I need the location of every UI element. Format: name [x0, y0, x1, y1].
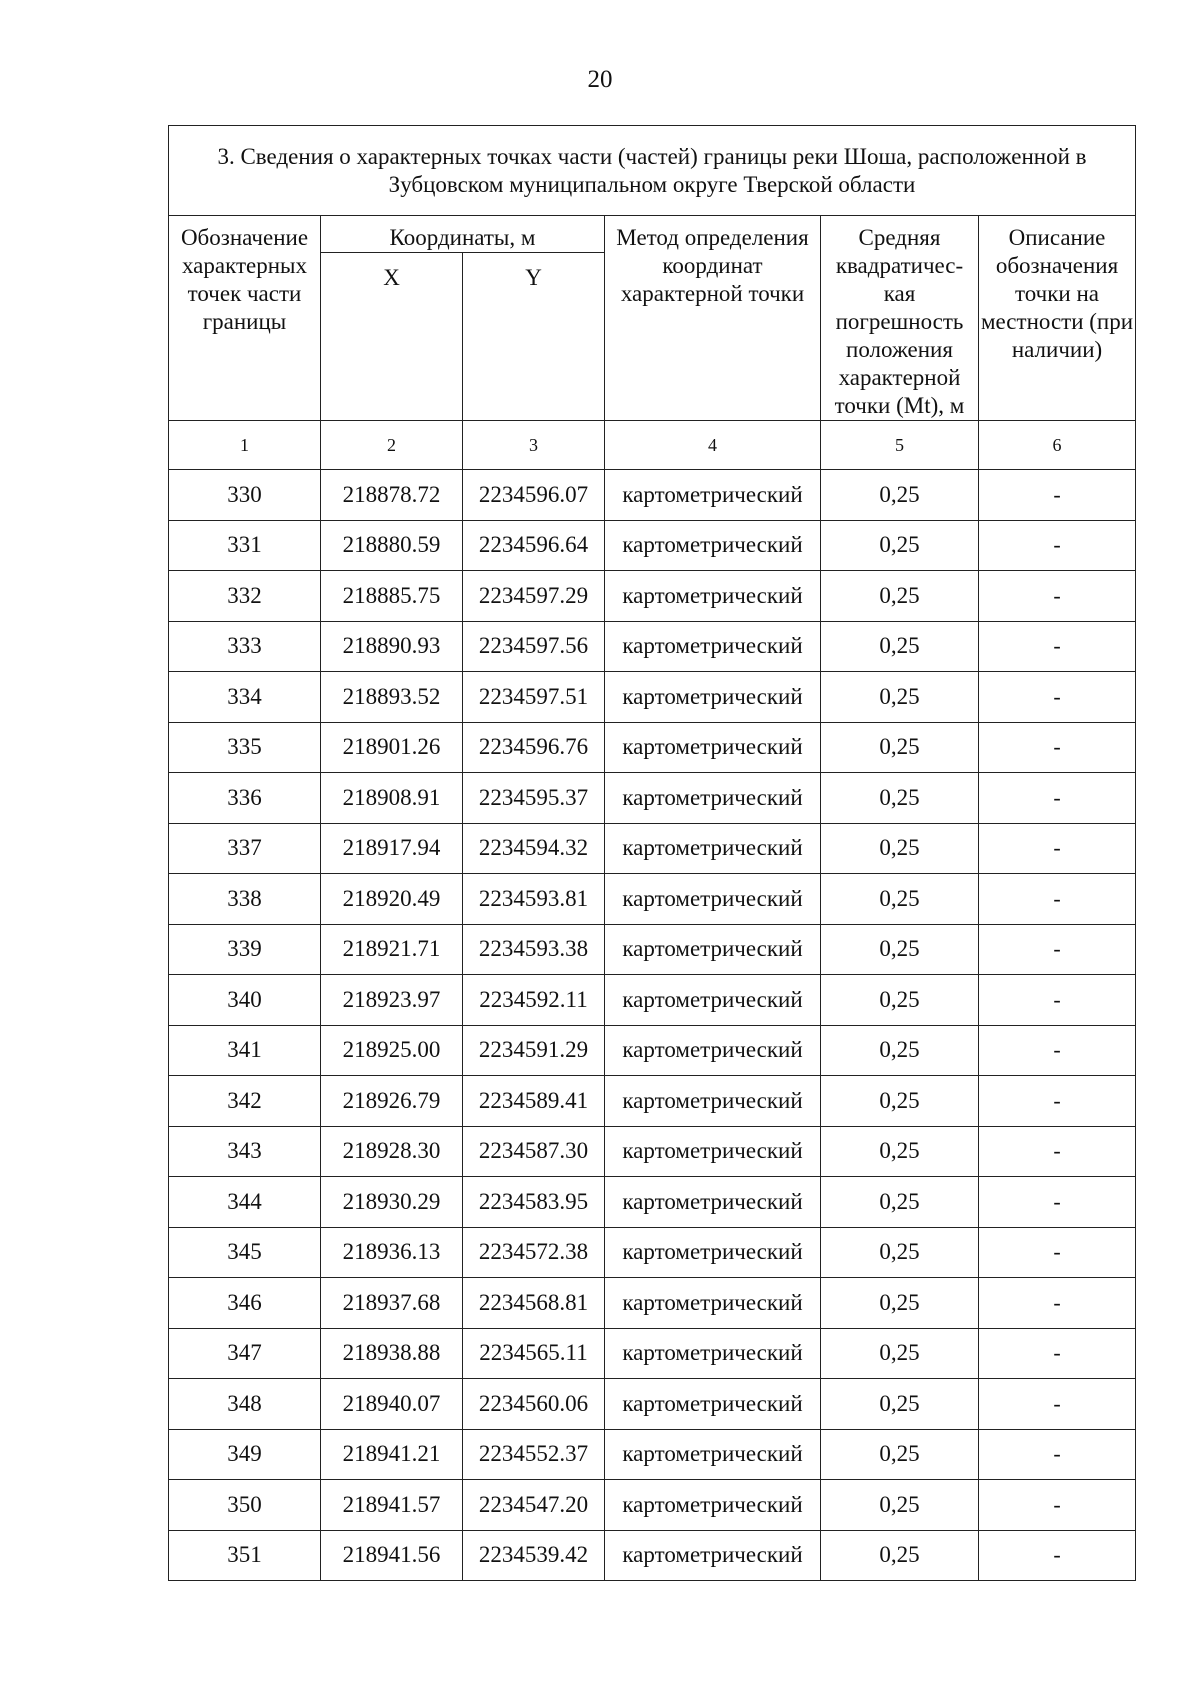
point-number-cell: 343	[169, 1126, 321, 1177]
description-cell: -	[979, 874, 1136, 925]
y-coordinate-cell: 2234568.81	[463, 1278, 605, 1329]
error-cell: 0,25	[821, 823, 979, 874]
point-number-cell: 346	[169, 1278, 321, 1329]
error-cell: 0,25	[821, 1328, 979, 1379]
x-coordinate-cell: 218878.72	[321, 470, 463, 521]
description-cell: -	[979, 1480, 1136, 1531]
header-designation: Обозначение характерных точек части границы	[169, 216, 321, 421]
description-cell: -	[979, 672, 1136, 723]
method-cell: картометрический	[605, 621, 821, 672]
table-row	[169, 924, 1136, 975]
point-number-cell: 350	[169, 1480, 321, 1531]
x-coordinate-cell: 218941.21	[321, 1429, 463, 1480]
x-coordinate-cell: 218940.07	[321, 1379, 463, 1430]
header-coordinates: Координаты, м	[321, 216, 605, 253]
table-row	[169, 1530, 1136, 1581]
y-coordinate-cell: 2234594.32	[463, 823, 605, 874]
table-row	[169, 1227, 1136, 1278]
description-cell: -	[979, 1227, 1136, 1278]
y-coordinate-cell: 2234592.11	[463, 975, 605, 1026]
table-row	[169, 1025, 1136, 1076]
method-cell: картометрический	[605, 924, 821, 975]
y-coordinate-cell: 2234597.56	[463, 621, 605, 672]
description-cell: -	[979, 1530, 1136, 1581]
table-caption: 3. Сведения о характерных точках части (частей) границы реки Шоша, расположенной в Зубцовском муниципальном округе Тверской области	[169, 126, 1136, 216]
x-coordinate-cell: 218936.13	[321, 1227, 463, 1278]
x-coordinate-cell: 218930.29	[321, 1177, 463, 1228]
description-cell: -	[979, 924, 1136, 975]
method-cell: картометрический	[605, 722, 821, 773]
method-cell: картометрический	[605, 571, 821, 622]
point-number-cell: 349	[169, 1429, 321, 1480]
error-cell: 0,25	[821, 1379, 979, 1430]
table-row	[169, 1328, 1136, 1379]
table-row	[169, 1076, 1136, 1127]
point-number-cell: 351	[169, 1530, 321, 1581]
x-coordinate-cell: 218925.00	[321, 1025, 463, 1076]
description-cell: -	[979, 1177, 1136, 1228]
y-coordinate-cell: 2234547.20	[463, 1480, 605, 1531]
point-number-cell: 342	[169, 1076, 321, 1127]
table-row	[169, 722, 1136, 773]
error-cell: 0,25	[821, 773, 979, 824]
method-cell: картометрический	[605, 1328, 821, 1379]
column-number: 2	[321, 421, 463, 470]
x-coordinate-cell: 218917.94	[321, 823, 463, 874]
boundary-points-table	[168, 125, 1136, 1581]
point-number-cell: 333	[169, 621, 321, 672]
column-number: 4	[605, 421, 821, 470]
y-coordinate-cell: 2234572.38	[463, 1227, 605, 1278]
x-coordinate-cell: 218928.30	[321, 1126, 463, 1177]
error-cell: 0,25	[821, 1480, 979, 1531]
point-number-cell: 335	[169, 722, 321, 773]
point-number-cell: 337	[169, 823, 321, 874]
x-coordinate-cell: 218921.71	[321, 924, 463, 975]
error-cell: 0,25	[821, 470, 979, 521]
column-number: 3	[463, 421, 605, 470]
column-number: 5	[821, 421, 979, 470]
header-y: Y	[463, 253, 605, 421]
error-cell: 0,25	[821, 1227, 979, 1278]
description-cell: -	[979, 1379, 1136, 1430]
error-cell: 0,25	[821, 1429, 979, 1480]
error-cell: 0,25	[821, 874, 979, 925]
error-cell: 0,25	[821, 1076, 979, 1127]
error-cell: 0,25	[821, 924, 979, 975]
error-cell: 0,25	[821, 975, 979, 1026]
table-row	[169, 874, 1136, 925]
error-cell: 0,25	[821, 571, 979, 622]
method-cell: картометрический	[605, 1379, 821, 1430]
description-cell: -	[979, 571, 1136, 622]
point-number-cell: 339	[169, 924, 321, 975]
method-cell: картометрический	[605, 672, 821, 723]
table-row	[169, 823, 1136, 874]
column-number: 6	[979, 421, 1136, 470]
y-coordinate-cell: 2234587.30	[463, 1126, 605, 1177]
x-coordinate-cell: 218901.26	[321, 722, 463, 773]
method-cell: картометрический	[605, 1480, 821, 1531]
x-coordinate-cell: 218885.75	[321, 571, 463, 622]
table-row	[169, 672, 1136, 723]
x-coordinate-cell: 218893.52	[321, 672, 463, 723]
error-cell: 0,25	[821, 1177, 979, 1228]
description-cell: -	[979, 1429, 1136, 1480]
description-cell: -	[979, 1328, 1136, 1379]
description-cell: -	[979, 470, 1136, 521]
x-coordinate-cell: 218937.68	[321, 1278, 463, 1329]
method-cell: картометрический	[605, 823, 821, 874]
y-coordinate-cell: 2234583.95	[463, 1177, 605, 1228]
column-number-row	[169, 421, 1136, 470]
error-cell: 0,25	[821, 1126, 979, 1177]
table-row	[169, 571, 1136, 622]
error-cell: 0,25	[821, 1278, 979, 1329]
error-cell: 0,25	[821, 1530, 979, 1581]
y-coordinate-cell: 2234591.29	[463, 1025, 605, 1076]
table-row	[169, 1278, 1136, 1329]
y-coordinate-cell: 2234597.51	[463, 672, 605, 723]
description-cell: -	[979, 1025, 1136, 1076]
y-coordinate-cell: 2234596.76	[463, 722, 605, 773]
point-number-cell: 334	[169, 672, 321, 723]
method-cell: картометрический	[605, 874, 821, 925]
point-number-cell: 330	[169, 470, 321, 521]
table-row	[169, 773, 1136, 824]
point-number-cell: 336	[169, 773, 321, 824]
header-x: X	[321, 253, 463, 421]
method-cell: картометрический	[605, 1076, 821, 1127]
x-coordinate-cell: 218941.56	[321, 1530, 463, 1581]
x-coordinate-cell: 218926.79	[321, 1076, 463, 1127]
x-coordinate-cell: 218890.93	[321, 621, 463, 672]
y-coordinate-cell: 2234560.06	[463, 1379, 605, 1430]
method-cell: картометрический	[605, 470, 821, 521]
table-row	[169, 1379, 1136, 1430]
y-coordinate-cell: 2234596.64	[463, 520, 605, 571]
table-row	[169, 621, 1136, 672]
header-method: Метод определения координат характерной точки	[605, 216, 821, 421]
table-row	[169, 1177, 1136, 1228]
description-cell: -	[979, 773, 1136, 824]
x-coordinate-cell: 218880.59	[321, 520, 463, 571]
x-coordinate-cell: 218941.57	[321, 1480, 463, 1531]
x-coordinate-cell: 218938.88	[321, 1328, 463, 1379]
method-cell: картометрический	[605, 1126, 821, 1177]
error-cell: 0,25	[821, 722, 979, 773]
y-coordinate-cell: 2234595.37	[463, 773, 605, 824]
method-cell: картометрический	[605, 1177, 821, 1228]
point-number-cell: 345	[169, 1227, 321, 1278]
description-cell: -	[979, 975, 1136, 1026]
error-cell: 0,25	[821, 520, 979, 571]
method-cell: картометрический	[605, 1429, 821, 1480]
y-coordinate-cell: 2234589.41	[463, 1076, 605, 1127]
description-cell: -	[979, 1076, 1136, 1127]
x-coordinate-cell: 218923.97	[321, 975, 463, 1026]
header-description: Описание обозначения точки на местности (при наличии)	[979, 216, 1136, 421]
point-number-cell: 347	[169, 1328, 321, 1379]
table-row	[169, 1480, 1136, 1531]
method-cell: картометрический	[605, 1025, 821, 1076]
description-cell: -	[979, 823, 1136, 874]
point-number-cell: 340	[169, 975, 321, 1026]
table-row	[169, 1126, 1136, 1177]
method-cell: картометрический	[605, 975, 821, 1026]
y-coordinate-cell: 2234552.37	[463, 1429, 605, 1480]
description-cell: -	[979, 621, 1136, 672]
y-coordinate-cell: 2234597.29	[463, 571, 605, 622]
point-number-cell: 348	[169, 1379, 321, 1430]
point-number-cell: 331	[169, 520, 321, 571]
table-row	[169, 1429, 1136, 1480]
point-number-cell: 332	[169, 571, 321, 622]
description-cell: -	[979, 1126, 1136, 1177]
x-coordinate-cell: 218908.91	[321, 773, 463, 824]
method-cell: картометрический	[605, 773, 821, 824]
error-cell: 0,25	[821, 621, 979, 672]
table-row	[169, 470, 1136, 521]
description-cell: -	[979, 1278, 1136, 1329]
page-number: 20	[587, 66, 613, 93]
y-coordinate-cell: 2234539.42	[463, 1530, 605, 1581]
method-cell: картометрический	[605, 1227, 821, 1278]
method-cell: картометрический	[605, 1278, 821, 1329]
table-row	[169, 975, 1136, 1026]
description-cell: -	[979, 520, 1136, 571]
point-number-cell: 341	[169, 1025, 321, 1076]
table-row	[169, 520, 1136, 571]
point-number-cell: 344	[169, 1177, 321, 1228]
x-coordinate-cell: 218920.49	[321, 874, 463, 925]
column-number: 1	[169, 421, 321, 470]
y-coordinate-cell: 2234596.07	[463, 470, 605, 521]
method-cell: картометрический	[605, 520, 821, 571]
table-body	[169, 470, 1136, 1581]
method-cell: картометрический	[605, 1530, 821, 1581]
point-number-cell: 338	[169, 874, 321, 925]
y-coordinate-cell: 2234593.38	[463, 924, 605, 975]
error-cell: 0,25	[821, 672, 979, 723]
error-cell: 0,25	[821, 1025, 979, 1076]
y-coordinate-cell: 2234593.81	[463, 874, 605, 925]
header-error: Средняя квадратичес-кая погрешность положения характерной точки (Mt), м	[821, 216, 979, 421]
y-coordinate-cell: 2234565.11	[463, 1328, 605, 1379]
description-cell: -	[979, 722, 1136, 773]
